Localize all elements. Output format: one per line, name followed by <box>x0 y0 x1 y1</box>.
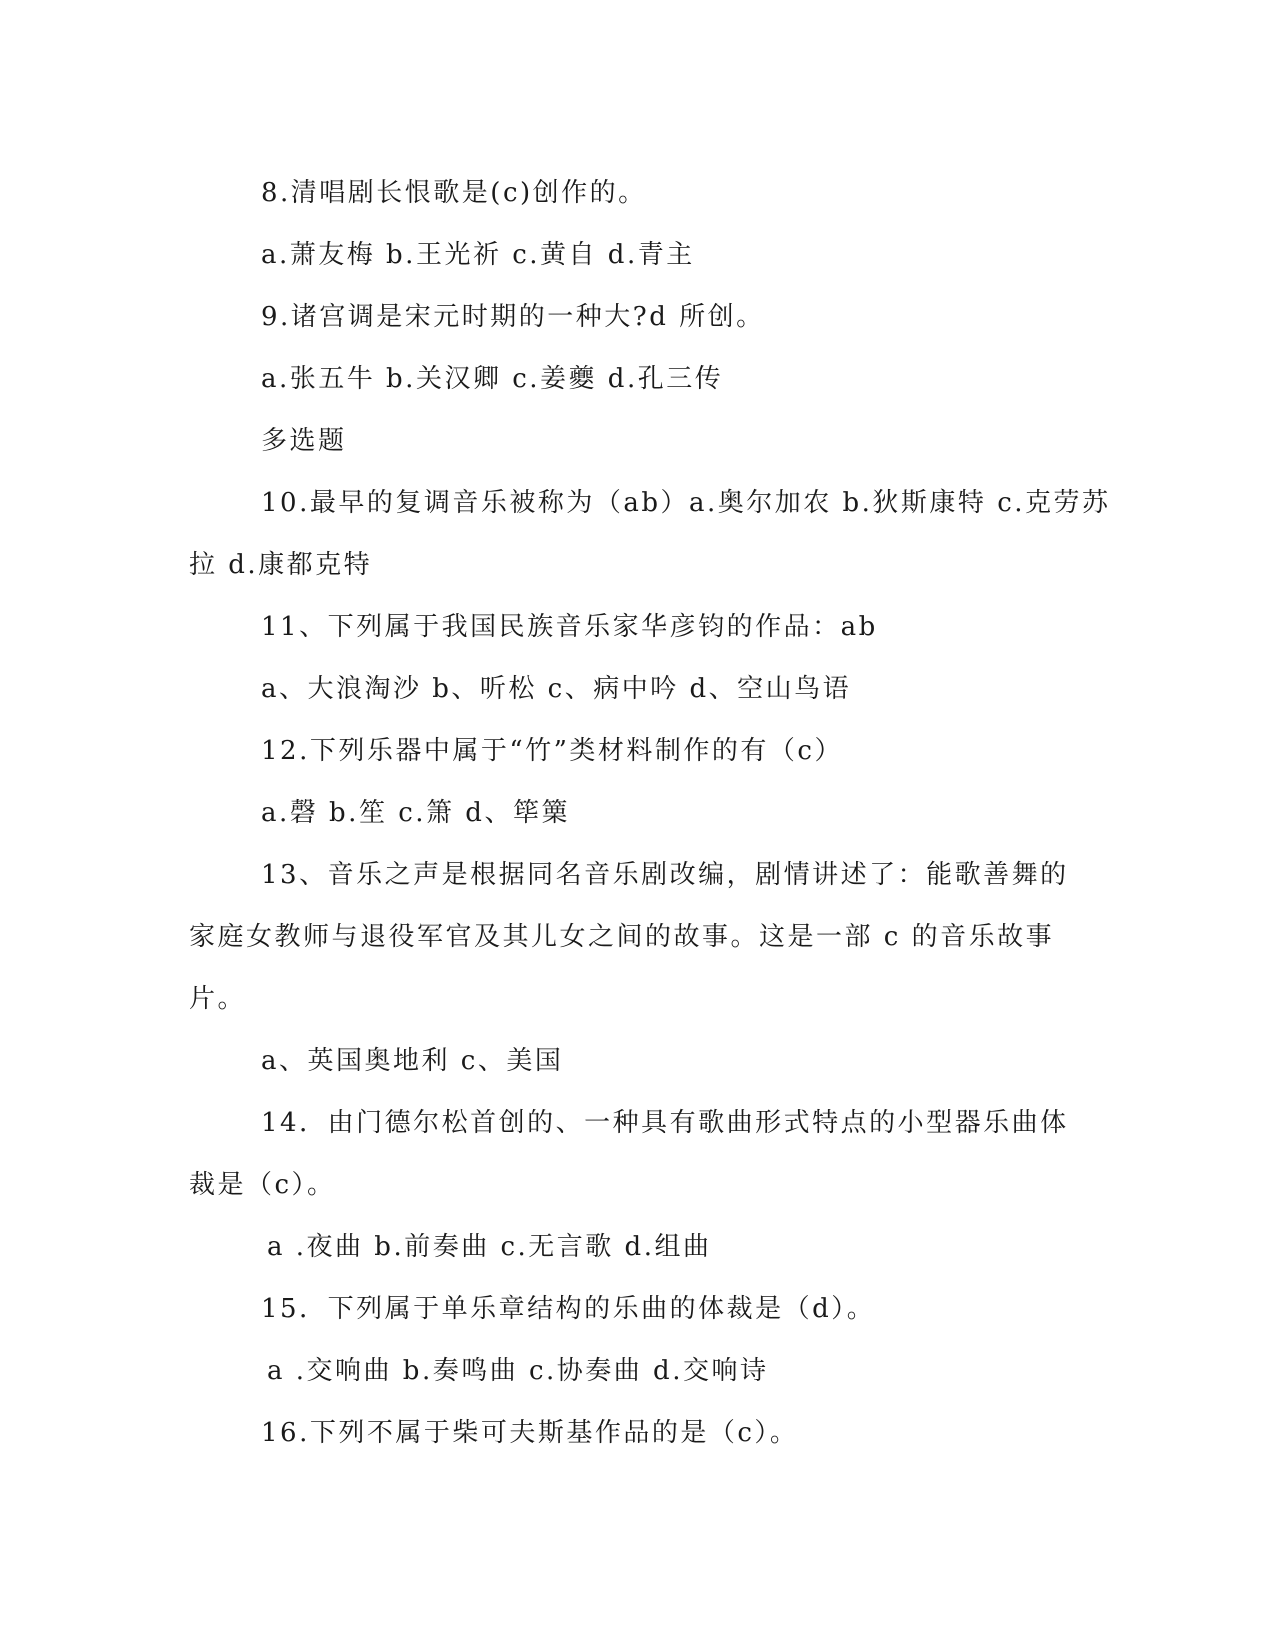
question-15: 15．下列属于单乐章结构的乐曲的体裁是（d）。 <box>261 1294 876 1324</box>
document-body <box>189 162 1111 1464</box>
question-8-options: a.萧友梅 b.王光祈 c.黄自 d.青主 <box>261 240 695 270</box>
question-13: 13、音乐之声是根据同名音乐剧改编，剧情讲述了：能歌善舞的 <box>261 860 1069 890</box>
question-12: 12.下列乐器中属于“竹”类材料制作的有（c） <box>261 736 843 766</box>
question-15-options: a .交响曲 b.奏鸣曲 c.协奏曲 d.交响诗 <box>267 1356 769 1386</box>
question-13-end: 片。 <box>189 984 247 1014</box>
question-9-options: a.张五牛 b.关汉卿 c.姜夔 d.孔三传 <box>261 364 724 394</box>
question-8: 8.清唱剧长恨歌是(c)创作的。 <box>261 178 647 208</box>
question-11-options: a、大浪淘沙 b、听松 c、病中吟 d、空山鸟语 <box>261 674 852 704</box>
question-16: 16.下列不属于柴可夫斯基作品的是（c）。 <box>261 1418 799 1448</box>
section-heading-multiple-choice: 多选题 <box>261 426 347 456</box>
question-10-continued: 拉 d.康都克特 <box>189 550 373 580</box>
question-13-continued: 家庭女教师与退役军官及其儿女之间的故事。这是一部 c 的音乐故事 <box>189 922 1055 952</box>
question-14: 14．由门德尔松首创的、一种具有歌曲形式特点的小型器乐曲体 <box>261 1108 1069 1138</box>
question-14-options: a .夜曲 b.前奏曲 c.无言歌 d.组曲 <box>267 1232 712 1262</box>
question-10: 10.最早的复调音乐被称为（ab）a.奥尔加农 b.狄斯康特 c.克劳苏 <box>261 488 1111 518</box>
question-12-options: a.磬 b.笙 c.箫 d、筚篥 <box>261 798 570 828</box>
question-9: 9.诸宫调是宋元时期的一种大?d 所创。 <box>261 302 765 332</box>
question-13-options: a、英国奥地利 c、美国 <box>261 1046 564 1076</box>
question-14-continued: 裁是（c）。 <box>189 1170 336 1200</box>
question-11: 11、下列属于我国民族音乐家华彦钧的作品：ab <box>261 612 878 642</box>
